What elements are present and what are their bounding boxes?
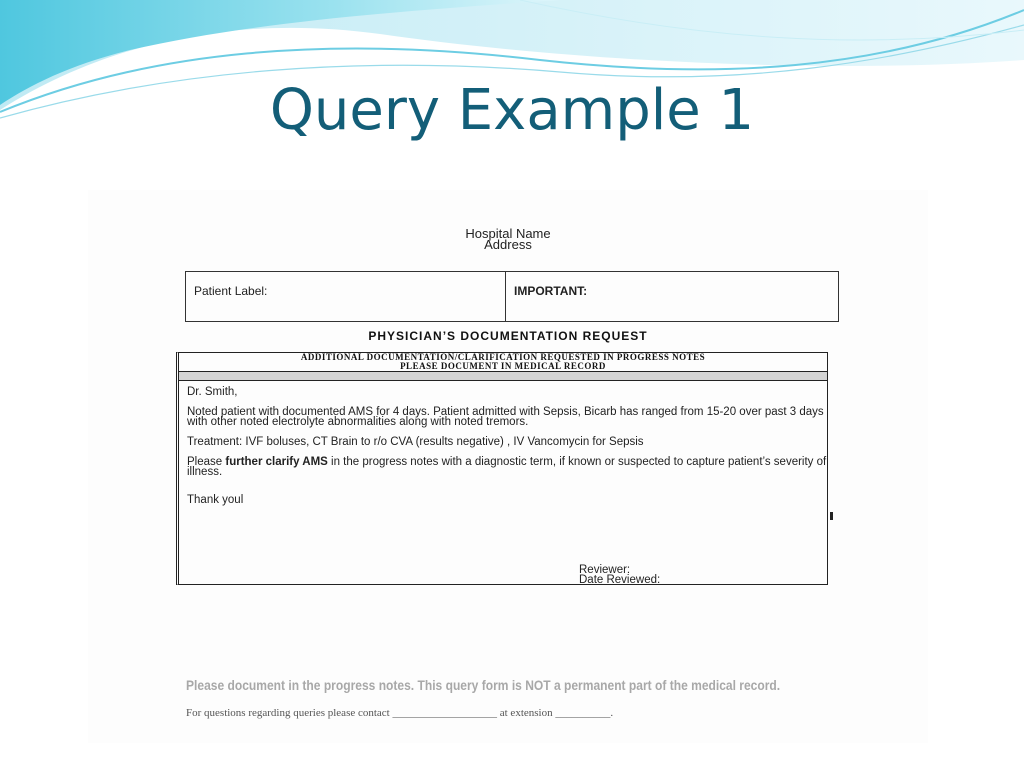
- slide-title: Query Example 1: [269, 78, 755, 143]
- footer-note: Please document in the progress notes. This query form is NOT a permanent part of the medical record.: [186, 677, 781, 693]
- salutation: Dr. Smith,: [187, 386, 238, 398]
- paragraph-ams: Noted patient with documented AMS for 4 days. Patient admitted with Sepsis, Bicarb has ranged from 15-20 over past 3 days with other noted electrolyte abnormalities along with noted tremors.: [187, 406, 824, 428]
- clarify-bold: further clarify AMS: [225, 456, 328, 468]
- edge-mark: [830, 512, 833, 520]
- paragraph-clarify: [187, 457, 827, 477]
- footer-contact: For questions regarding queries please contact ___________________ at extension __________.: [186, 707, 614, 719]
- patient-label: Patient Label:: [186, 272, 506, 321]
- request-form-box: [176, 352, 828, 585]
- request-title: PHYSICIAN’S DOCUMENTATION REQUEST: [368, 329, 648, 343]
- clarify-post: in the progress notes with a diagnostic term, if known or suspected to capture patient’s severity of illness.: [187, 456, 827, 478]
- reviewer-block: [579, 565, 660, 585]
- hospital-address: Address: [484, 237, 532, 252]
- form-header-line2: PLEASE DOCUMENT IN MEDICAL RECORD: [400, 361, 606, 371]
- closing: Thank youl: [187, 494, 244, 506]
- form-header: [179, 353, 827, 372]
- hospital-name: Hospital Name: [465, 226, 551, 241]
- clarify-pre: Please: [187, 456, 226, 468]
- query-form-document: [88, 190, 928, 743]
- patient-label-box: [185, 271, 839, 322]
- paragraph-treatment: Treatment: IVF boluses, CT Brain to r/o CVA (results negative) , IV Vancomycin for Sepsis: [187, 436, 644, 448]
- form-header-line1: ADDITIONAL DOCUMENTATION/CLARIFICATION REQUESTED IN PROGRESS NOTES: [300, 352, 706, 362]
- form-gray-band: [179, 372, 827, 381]
- important-label: IMPORTANT:: [514, 284, 588, 298]
- date-reviewed-label: Date Reviewed:: [579, 574, 661, 586]
- reviewer-label: Reviewer:: [579, 564, 631, 576]
- form-body: [179, 381, 827, 505]
